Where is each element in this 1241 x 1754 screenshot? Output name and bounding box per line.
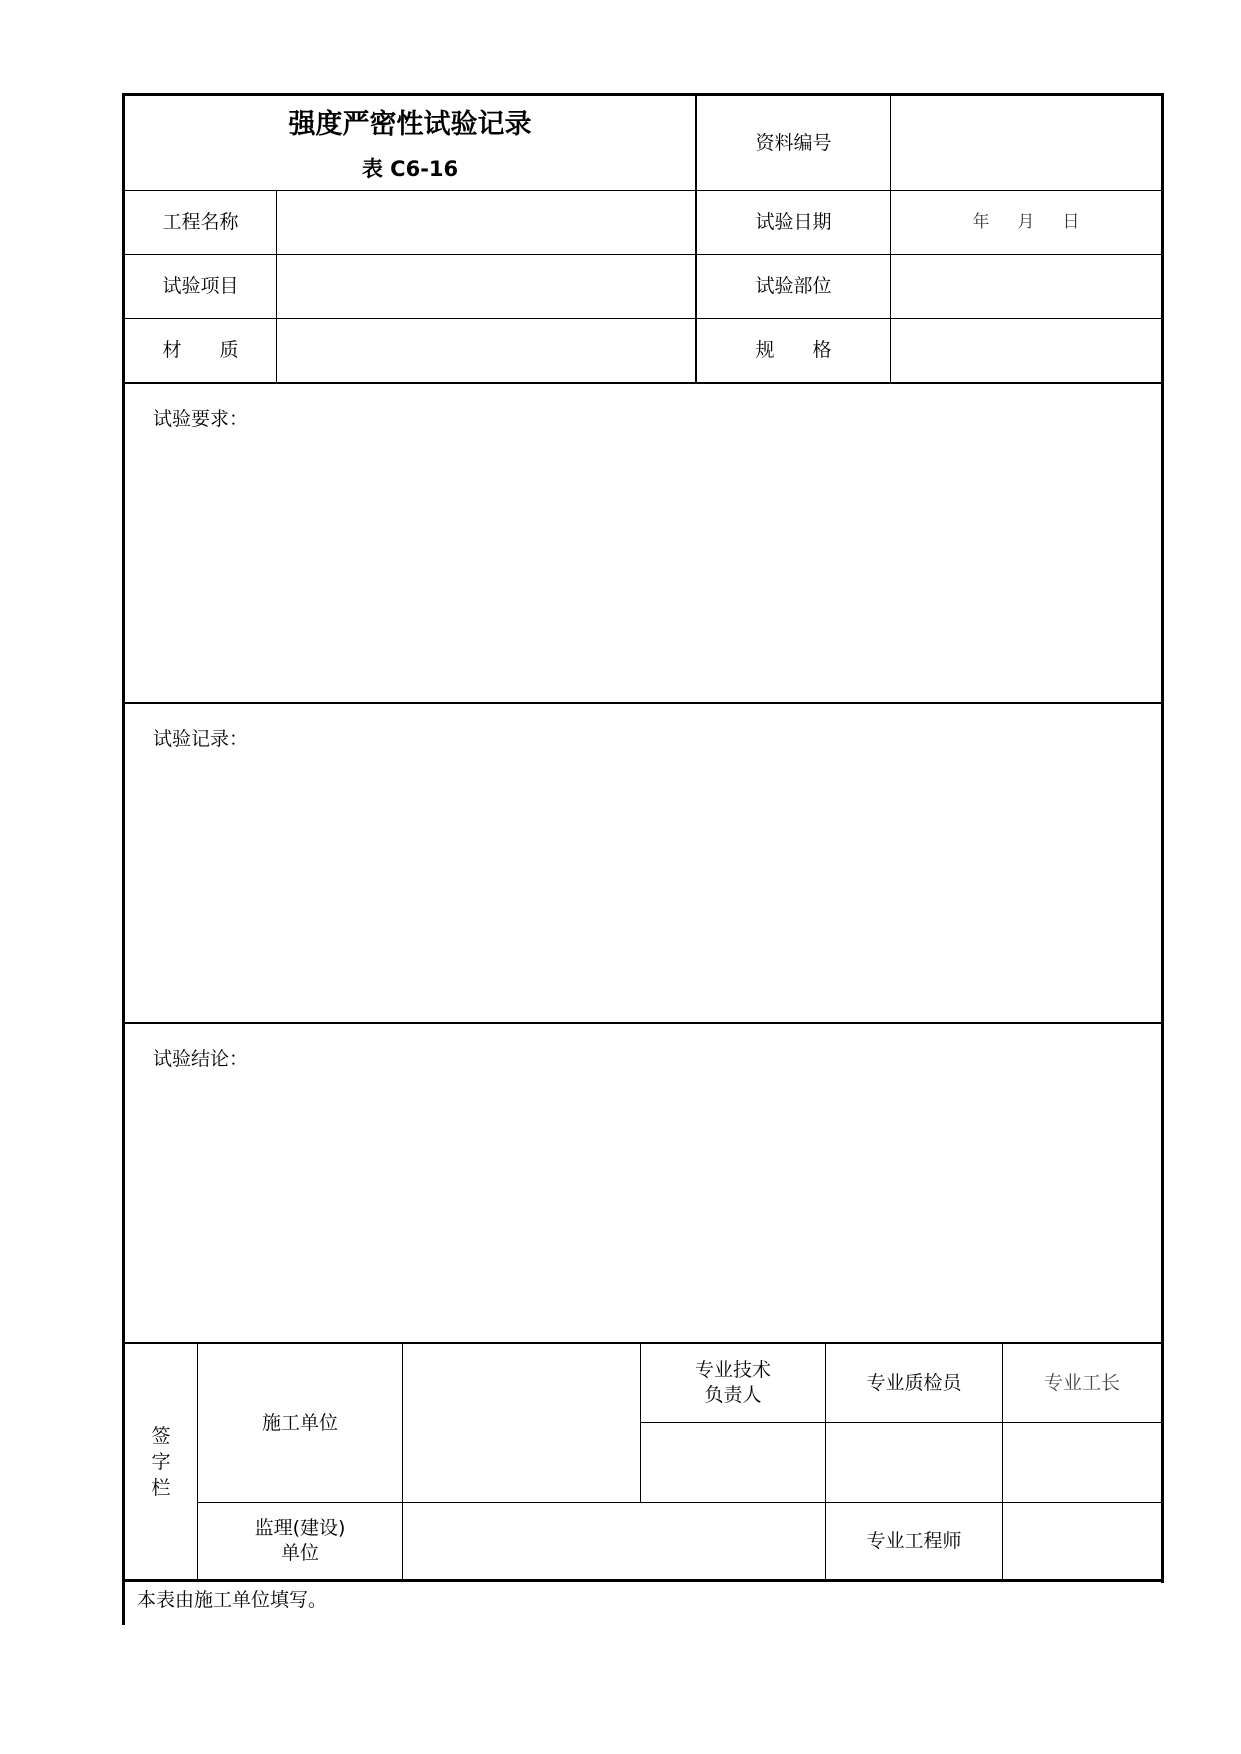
test-item-label: 试验项目 — [162, 275, 239, 297]
test-item-field[interactable] — [277, 255, 695, 318]
conclusion-area[interactable] — [125, 1024, 1161, 1342]
supervision-label-line1: 监理(建设) — [254, 1517, 346, 1539]
material-label: 材 质 — [162, 339, 239, 361]
engineer-label: 专业工程师 — [866, 1529, 962, 1552]
quality-inspector-label: 专业质检员 — [866, 1371, 962, 1394]
form-header — [125, 96, 695, 190]
footer-note: 本表由施工单位填写。 — [137, 1589, 328, 1611]
supervision-label-line2: 单位 — [280, 1542, 319, 1564]
frame-right-border — [1161, 93, 1164, 1583]
material-field[interactable] — [277, 319, 695, 382]
tech-lead-label-line2: 负责人 — [704, 1384, 762, 1406]
foreman-signature-field[interactable] — [1003, 1423, 1161, 1502]
records-label: 试验记录： — [153, 728, 249, 750]
doc-no-label: 资料编号 — [755, 131, 832, 154]
records-area[interactable] — [125, 704, 1161, 1022]
conclusion-label: 试验结论： — [153, 1048, 249, 1070]
test-date-label: 试验日期 — [755, 211, 832, 233]
test-location-label: 试验部位 — [755, 275, 832, 297]
tech-lead-signature-field[interactable] — [641, 1423, 825, 1502]
tech-lead-label — [641, 1344, 825, 1422]
date-day: 日 — [1062, 212, 1080, 232]
spec-field[interactable] — [891, 319, 1161, 382]
quality-inspector-signature-field[interactable] — [826, 1423, 1002, 1502]
signature-column-label: 签 字 栏 — [151, 1424, 171, 1499]
form-title: 强度严密性试验记录 — [288, 108, 532, 140]
construction-unit-field[interactable] — [403, 1344, 640, 1502]
construction-unit-label: 施工单位 — [261, 1411, 338, 1434]
foreman-label: 专业工长 — [1043, 1371, 1120, 1394]
test-date-field[interactable] — [891, 191, 1161, 254]
frame-bottom-border — [122, 1579, 1164, 1582]
engineer-signature-field[interactable] — [1003, 1503, 1161, 1579]
supervision-unit-field[interactable] — [403, 1503, 825, 1579]
tech-lead-label-line1: 专业技术 — [694, 1359, 771, 1381]
test-location-field[interactable] — [891, 255, 1161, 318]
doc-no-field[interactable] — [891, 96, 1161, 190]
supervision-unit-label — [198, 1503, 402, 1579]
project-name-label: 工程名称 — [162, 211, 239, 233]
date-year: 年 — [972, 212, 990, 232]
project-name-field[interactable] — [277, 191, 695, 254]
requirements-label: 试验要求： — [153, 408, 249, 430]
note-left-border — [122, 1579, 125, 1625]
table-code: 表 C6-16 — [361, 156, 459, 181]
date-month: 月 — [1017, 212, 1035, 232]
requirements-area[interactable] — [125, 384, 1161, 702]
spec-label: 规 格 — [755, 339, 832, 361]
